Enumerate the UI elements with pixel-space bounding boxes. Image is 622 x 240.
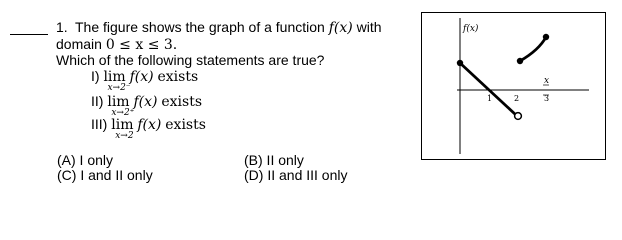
question-text: with [352,19,382,35]
closed-point-left-start [457,60,463,66]
question-line-3: Which of the following statements are true? [56,52,325,68]
choice-d[interactable]: (D) II and III only [244,167,348,183]
limit-operator: lim x→2⁺ [107,94,135,118]
closed-point-right-end [543,34,549,40]
graph-frame [422,13,606,160]
question-number: 1. [56,19,68,35]
limit-expression: f(x) [129,69,154,85]
question-text: The figure shows the graph of a function [75,19,329,35]
question-line-2 [56,36,177,53]
limit-expression: f(x) [133,94,158,110]
x-tick-label-1: 1 [487,94,493,103]
statement-roman: III) [91,116,108,132]
y-axis-label: f(x) [463,24,479,34]
function-graph [421,12,606,160]
limit-subscript: x→2 [115,131,134,141]
graph-curve-right [520,37,546,61]
choice-a[interactable]: (A) I only [57,152,114,168]
question-text: domain [56,36,106,52]
statement-roman: I) [91,68,100,84]
limit-subscript: x→2⁻ [107,83,131,93]
limit-expression: f(x) [137,117,162,133]
statement-tail: exists [161,94,203,110]
x-tick-label-2: 2 [514,94,520,103]
statement-3 [91,116,206,141]
limit-operator: lim x→2 [111,117,134,141]
graph-segment-left [460,63,516,115]
domain-expression: 0 ≤ x ≤ 3. [105,37,178,53]
choice-c[interactable]: (C) I and II only [57,167,153,183]
statement-1 [91,68,199,93]
limit-operator: lim x→2⁻ [103,69,131,93]
statement-roman: II) [91,93,104,109]
statement-tail: exists [157,69,199,85]
choice-b[interactable]: (B) II only [244,152,304,168]
x-tick-label-3: 3 [544,94,550,103]
x-axis-label: x [544,76,550,86]
answer-blank[interactable] [10,34,48,35]
open-point-left-end [515,113,522,120]
function-notation: f(x) [328,20,353,36]
closed-point-right-start [517,58,523,64]
statement-tail: exists [165,117,206,133]
limit-subscript: x→2⁺ [111,108,135,118]
statement-2 [91,93,203,118]
question-line-1 [75,19,382,36]
